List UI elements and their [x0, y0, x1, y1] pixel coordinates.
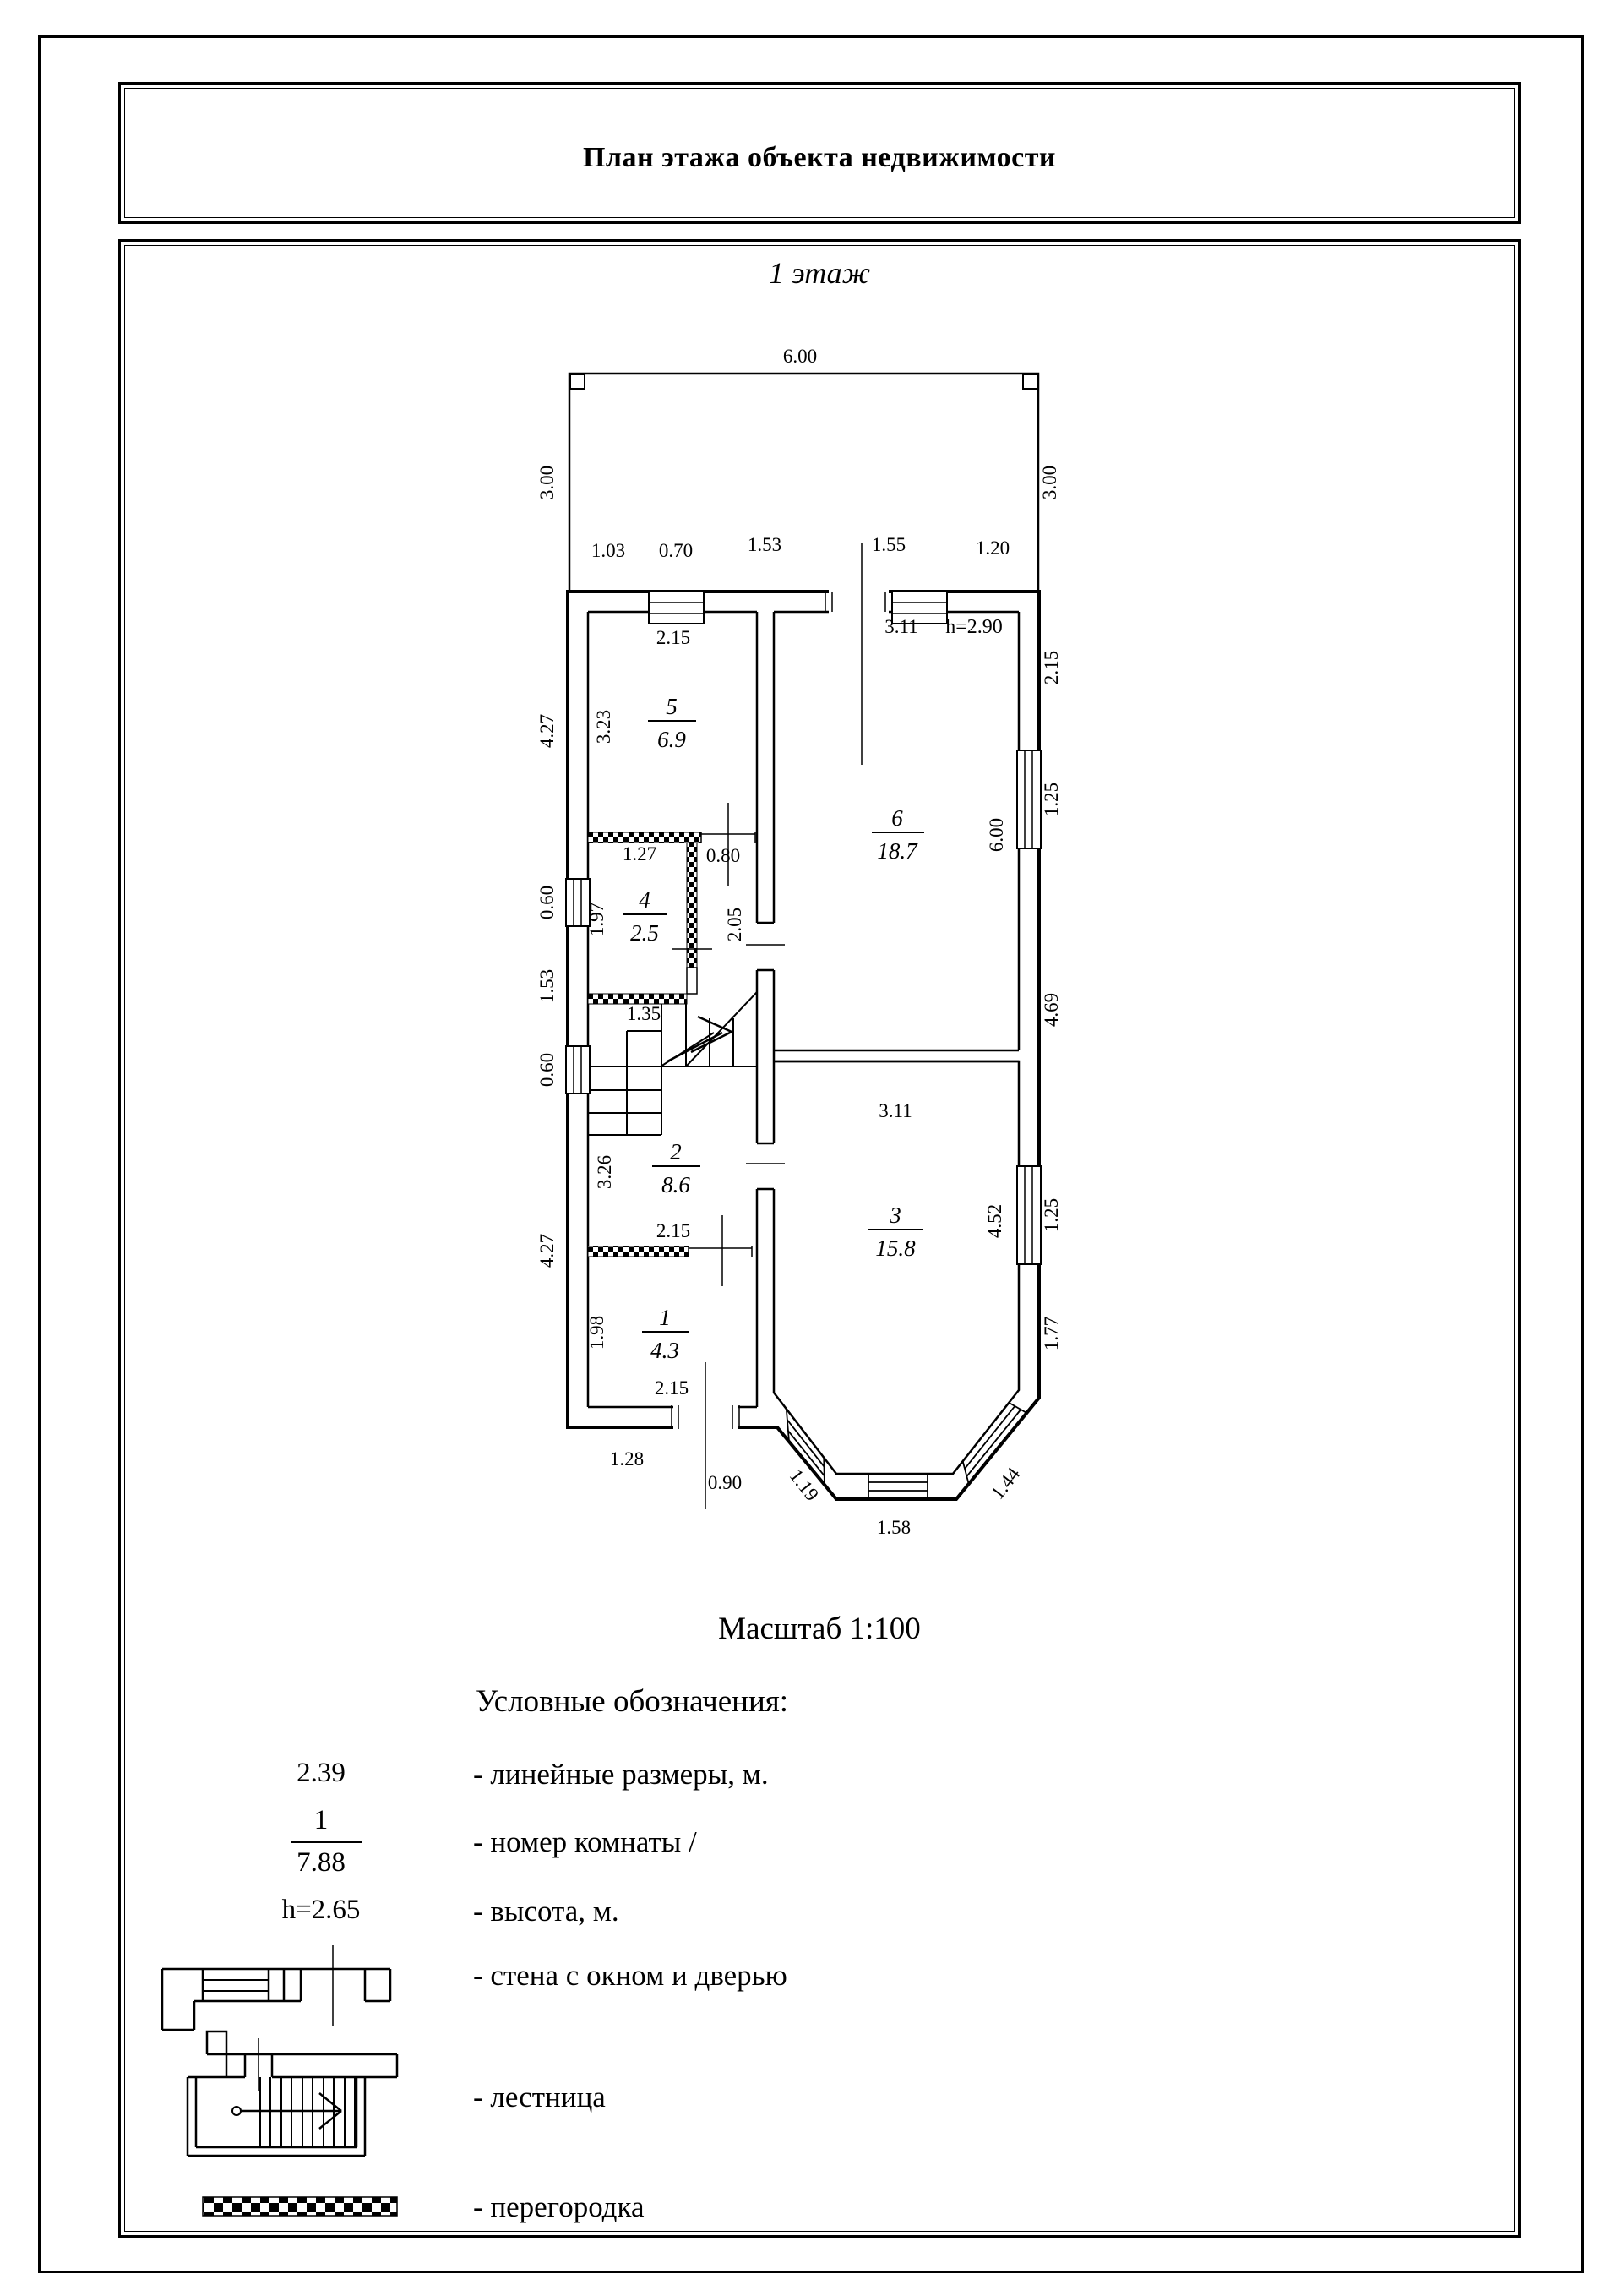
dim-room2-height: 3.26	[594, 1154, 615, 1190]
dim-bottom-door: 0.90	[707, 1472, 743, 1493]
dim-room4-width: 1.27	[622, 843, 657, 864]
dimension-ticks	[672, 543, 862, 1509]
dim-bottom-1: 1.28	[609, 1448, 645, 1470]
dim-right-1: 2.15	[1041, 650, 1062, 685]
legend-sample-height: h=2.65	[281, 1895, 361, 1925]
window-right-1	[1017, 750, 1041, 848]
stairs-direction-arrow	[667, 1017, 732, 1061]
room3-number: 3	[890, 1203, 901, 1228]
legend-heading: Условные обозначения:	[476, 1684, 789, 1719]
stairs-symbol	[188, 2031, 397, 2156]
dim-room5-width: 2.15	[656, 627, 691, 648]
dim-left-1: 4.27	[536, 713, 558, 749]
dim-terrace-right: 3.00	[1039, 465, 1060, 500]
dim-room6-width: 3.11	[884, 616, 918, 637]
room3-area: 15.8	[875, 1235, 916, 1261]
window-left-2	[566, 1046, 590, 1093]
dim-room4-height: 1.97	[586, 902, 607, 937]
room2-area: 8.6	[661, 1172, 690, 1197]
legend-label-wall-window-door: - стена с окном и дверью	[473, 1959, 787, 1992]
dim-topwall-3: 1.53	[747, 534, 782, 555]
floor-label: 1 этаж	[768, 256, 871, 290]
room4-number: 4	[639, 887, 650, 913]
room1-number: 1	[659, 1305, 671, 1330]
room5-area: 6.9	[657, 727, 686, 752]
legend-label-partition: - перегородка	[473, 2190, 645, 2223]
dim-left-5: 4.27	[536, 1233, 558, 1268]
staircase	[588, 992, 757, 1135]
legend-symbols	[127, 1935, 414, 2227]
legend-label-linear-dimension: - линейные размеры, м.	[473, 1758, 769, 1791]
dim-top-width: 6.00	[782, 346, 818, 367]
dim-corridor-door: 0.80	[705, 845, 741, 866]
dim-room1-height: 1.98	[586, 1315, 607, 1350]
legend-sample-linear-dimension: 2.39	[297, 1758, 346, 1788]
room6-walls	[774, 612, 1019, 1061]
dim-right-2: 1.25	[1041, 782, 1062, 817]
terrace-post-left	[570, 374, 585, 389]
dim-topwall-2: 0.70	[658, 540, 694, 561]
legend-label-height: - высота, м.	[473, 1895, 619, 1928]
dim-right-3: 4.69	[1041, 992, 1062, 1028]
middle-wall	[757, 612, 774, 1407]
room3-walls	[774, 1061, 1019, 1474]
terrace-post-right	[1023, 374, 1037, 389]
dim-room5-height: 3.23	[593, 709, 614, 744]
legend-label-stairs: - лестница	[473, 2081, 606, 2113]
dim-left-4: 0.60	[536, 1052, 558, 1088]
room6-area: 18.7	[877, 838, 917, 864]
dim-topwall-5: 1.20	[975, 537, 1010, 559]
wall-window-door-symbol	[162, 1945, 390, 2030]
dim-room6-depth: 6.00	[986, 817, 1007, 853]
dim-bay-left: 1.19	[785, 1464, 824, 1505]
dim-room3-width: 3.11	[879, 1100, 912, 1121]
legend-label-room-number: - номер комнаты /	[473, 1825, 697, 1858]
stairs-arrow	[232, 2093, 341, 2129]
dim-room2-width: 2.15	[656, 1220, 691, 1241]
dim-stairs-width: 1.35	[626, 1003, 661, 1024]
dim-bay-center: 1.58	[876, 1517, 912, 1538]
dim-terrace-left: 3.00	[536, 465, 558, 500]
room6-number: 6	[891, 805, 903, 831]
dim-bay-right: 1.44	[986, 1463, 1025, 1503]
dim-right-5: 1.77	[1041, 1316, 1062, 1351]
partition-symbol	[203, 2197, 397, 2216]
legend-fraction-bar	[291, 1841, 362, 1843]
room2-number: 2	[670, 1139, 682, 1164]
room4-area: 2.5	[630, 920, 659, 946]
dim-left-2: 0.60	[536, 885, 558, 920]
window-right-2	[1017, 1166, 1041, 1264]
dim-right-4: 1.25	[1041, 1197, 1062, 1233]
scale-label: Масштаб 1:100	[718, 1612, 921, 1646]
room1-area: 4.3	[650, 1338, 679, 1363]
page-title: План этажа объекта недвижимости	[582, 142, 1057, 173]
dim-topwall-4: 1.55	[871, 534, 906, 555]
dim-left-3: 1.53	[536, 968, 558, 1004]
bay-window-center	[868, 1474, 928, 1499]
door-terrace	[825, 589, 892, 614]
terrace-outline	[569, 374, 1038, 592]
dim-room3-depth: 4.52	[984, 1203, 1005, 1239]
room6-height-note: h=2.90	[945, 616, 1003, 638]
dim-room1-width: 2.15	[654, 1377, 689, 1399]
house-exterior-wall	[568, 592, 1039, 1499]
legend-sample-room-area: 7.88	[297, 1847, 346, 1878]
window-top-1	[649, 592, 704, 624]
dim-corridor-height: 2.05	[724, 907, 745, 942]
floor-plan-drawing	[473, 296, 1115, 1580]
legend-sample-room-number: 1	[313, 1805, 329, 1835]
dim-topwall-1: 1.03	[591, 540, 626, 561]
room5-number: 5	[666, 694, 678, 719]
